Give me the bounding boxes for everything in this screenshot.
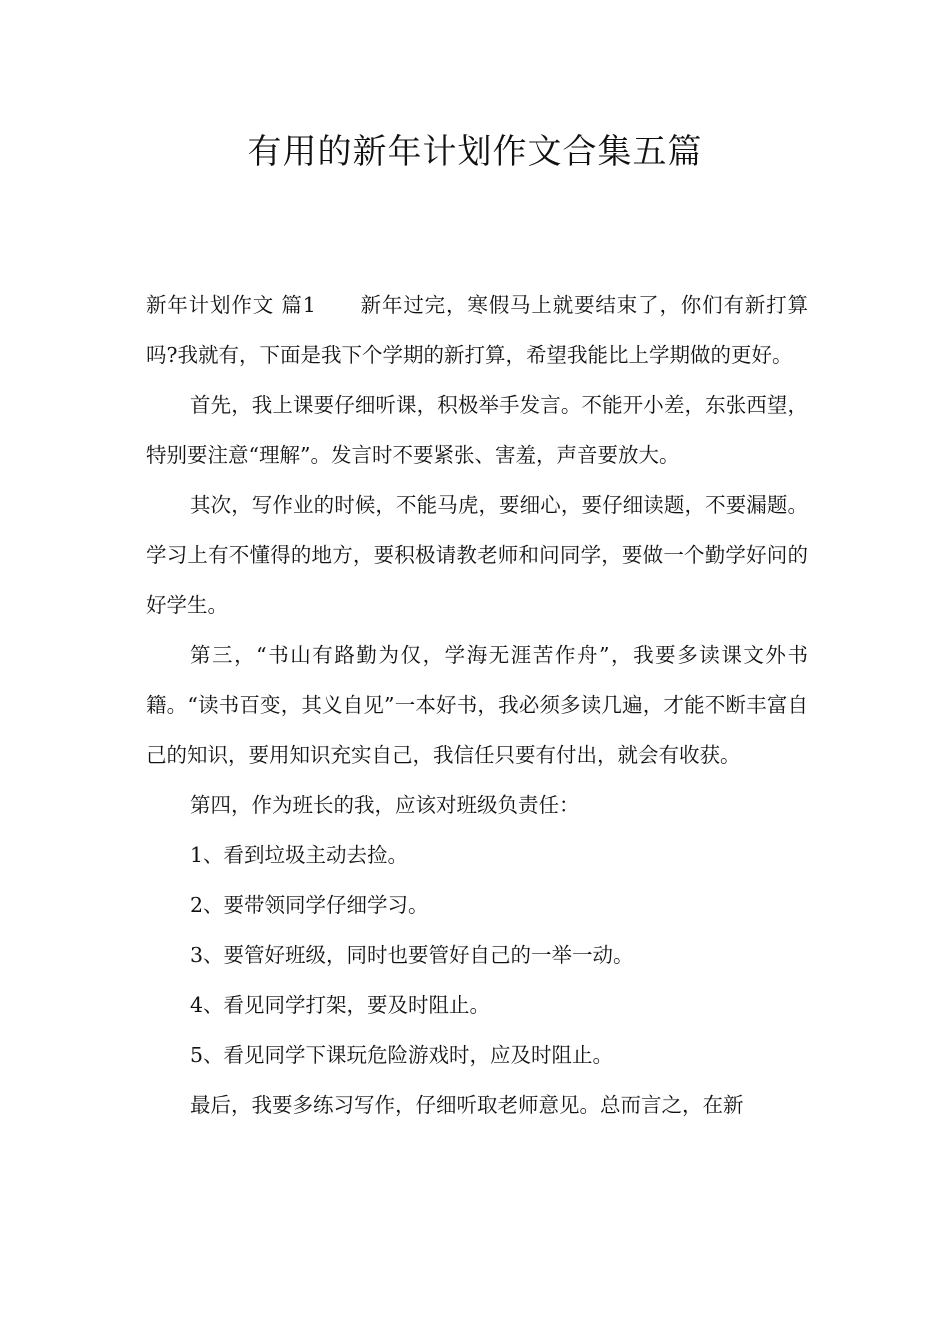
list-item-3: 3、要管好班级，同时也要管好自己的一举一动。 [190, 943, 634, 967]
paragraph-2: 首先，我上课要仔细听课，积极举手发言。不能开小差，东张西望，特别要注意“理解”。发言时不要紧张、害羞，声音要放大。 [146, 393, 808, 467]
list-item-2: 2、要带领同学仔细学习。 [190, 893, 429, 917]
section-label: 新年计划作文 篇1 [146, 293, 316, 317]
page-title: 有用的新年计划作文合集五篇 [247, 132, 703, 172]
document-body [146, 280, 808, 1130]
list-item-4: 4、看见同学打架，要及时阻止。 [190, 993, 491, 1017]
paragraph-6: 最后，我要多练习写作，仔细听取老师意见。总而言之，在新 [190, 1093, 744, 1117]
paragraph-4: 第三，“书山有路勤为仅，学海无涯苦作舟”，我要多读课文外书籍。“读书百变，其义自见”一本好书，我必须多读几遍，才能不断丰富自己的知识，要用知识充实自己，我信任只要有付出，就会有收获。 [146, 643, 808, 767]
paragraph-1 [146, 280, 808, 380]
paragraph-3: 其次，写作业的时候，不能马虎，要细心，要仔细读题，不要漏题。学习上有不懂得的地方，要积极请教老师和问同学，要做一个勤学好问的好学生。 [146, 493, 808, 617]
list-item-5: 5、看见同学下课玩危险游戏时，应及时阻止。 [190, 1043, 614, 1067]
list-item-1: 1、看到垃圾主动去捡。 [190, 843, 409, 867]
paragraph-5: 第四，作为班长的我，应该对班级负责任： [190, 793, 580, 817]
paragraph-1-text: 新年过完，寒假马上就要结束了，你们有新打算吗?我就有，下面是我下个学期的新打算，希望我能比上学期做的更好。 [146, 293, 809, 367]
